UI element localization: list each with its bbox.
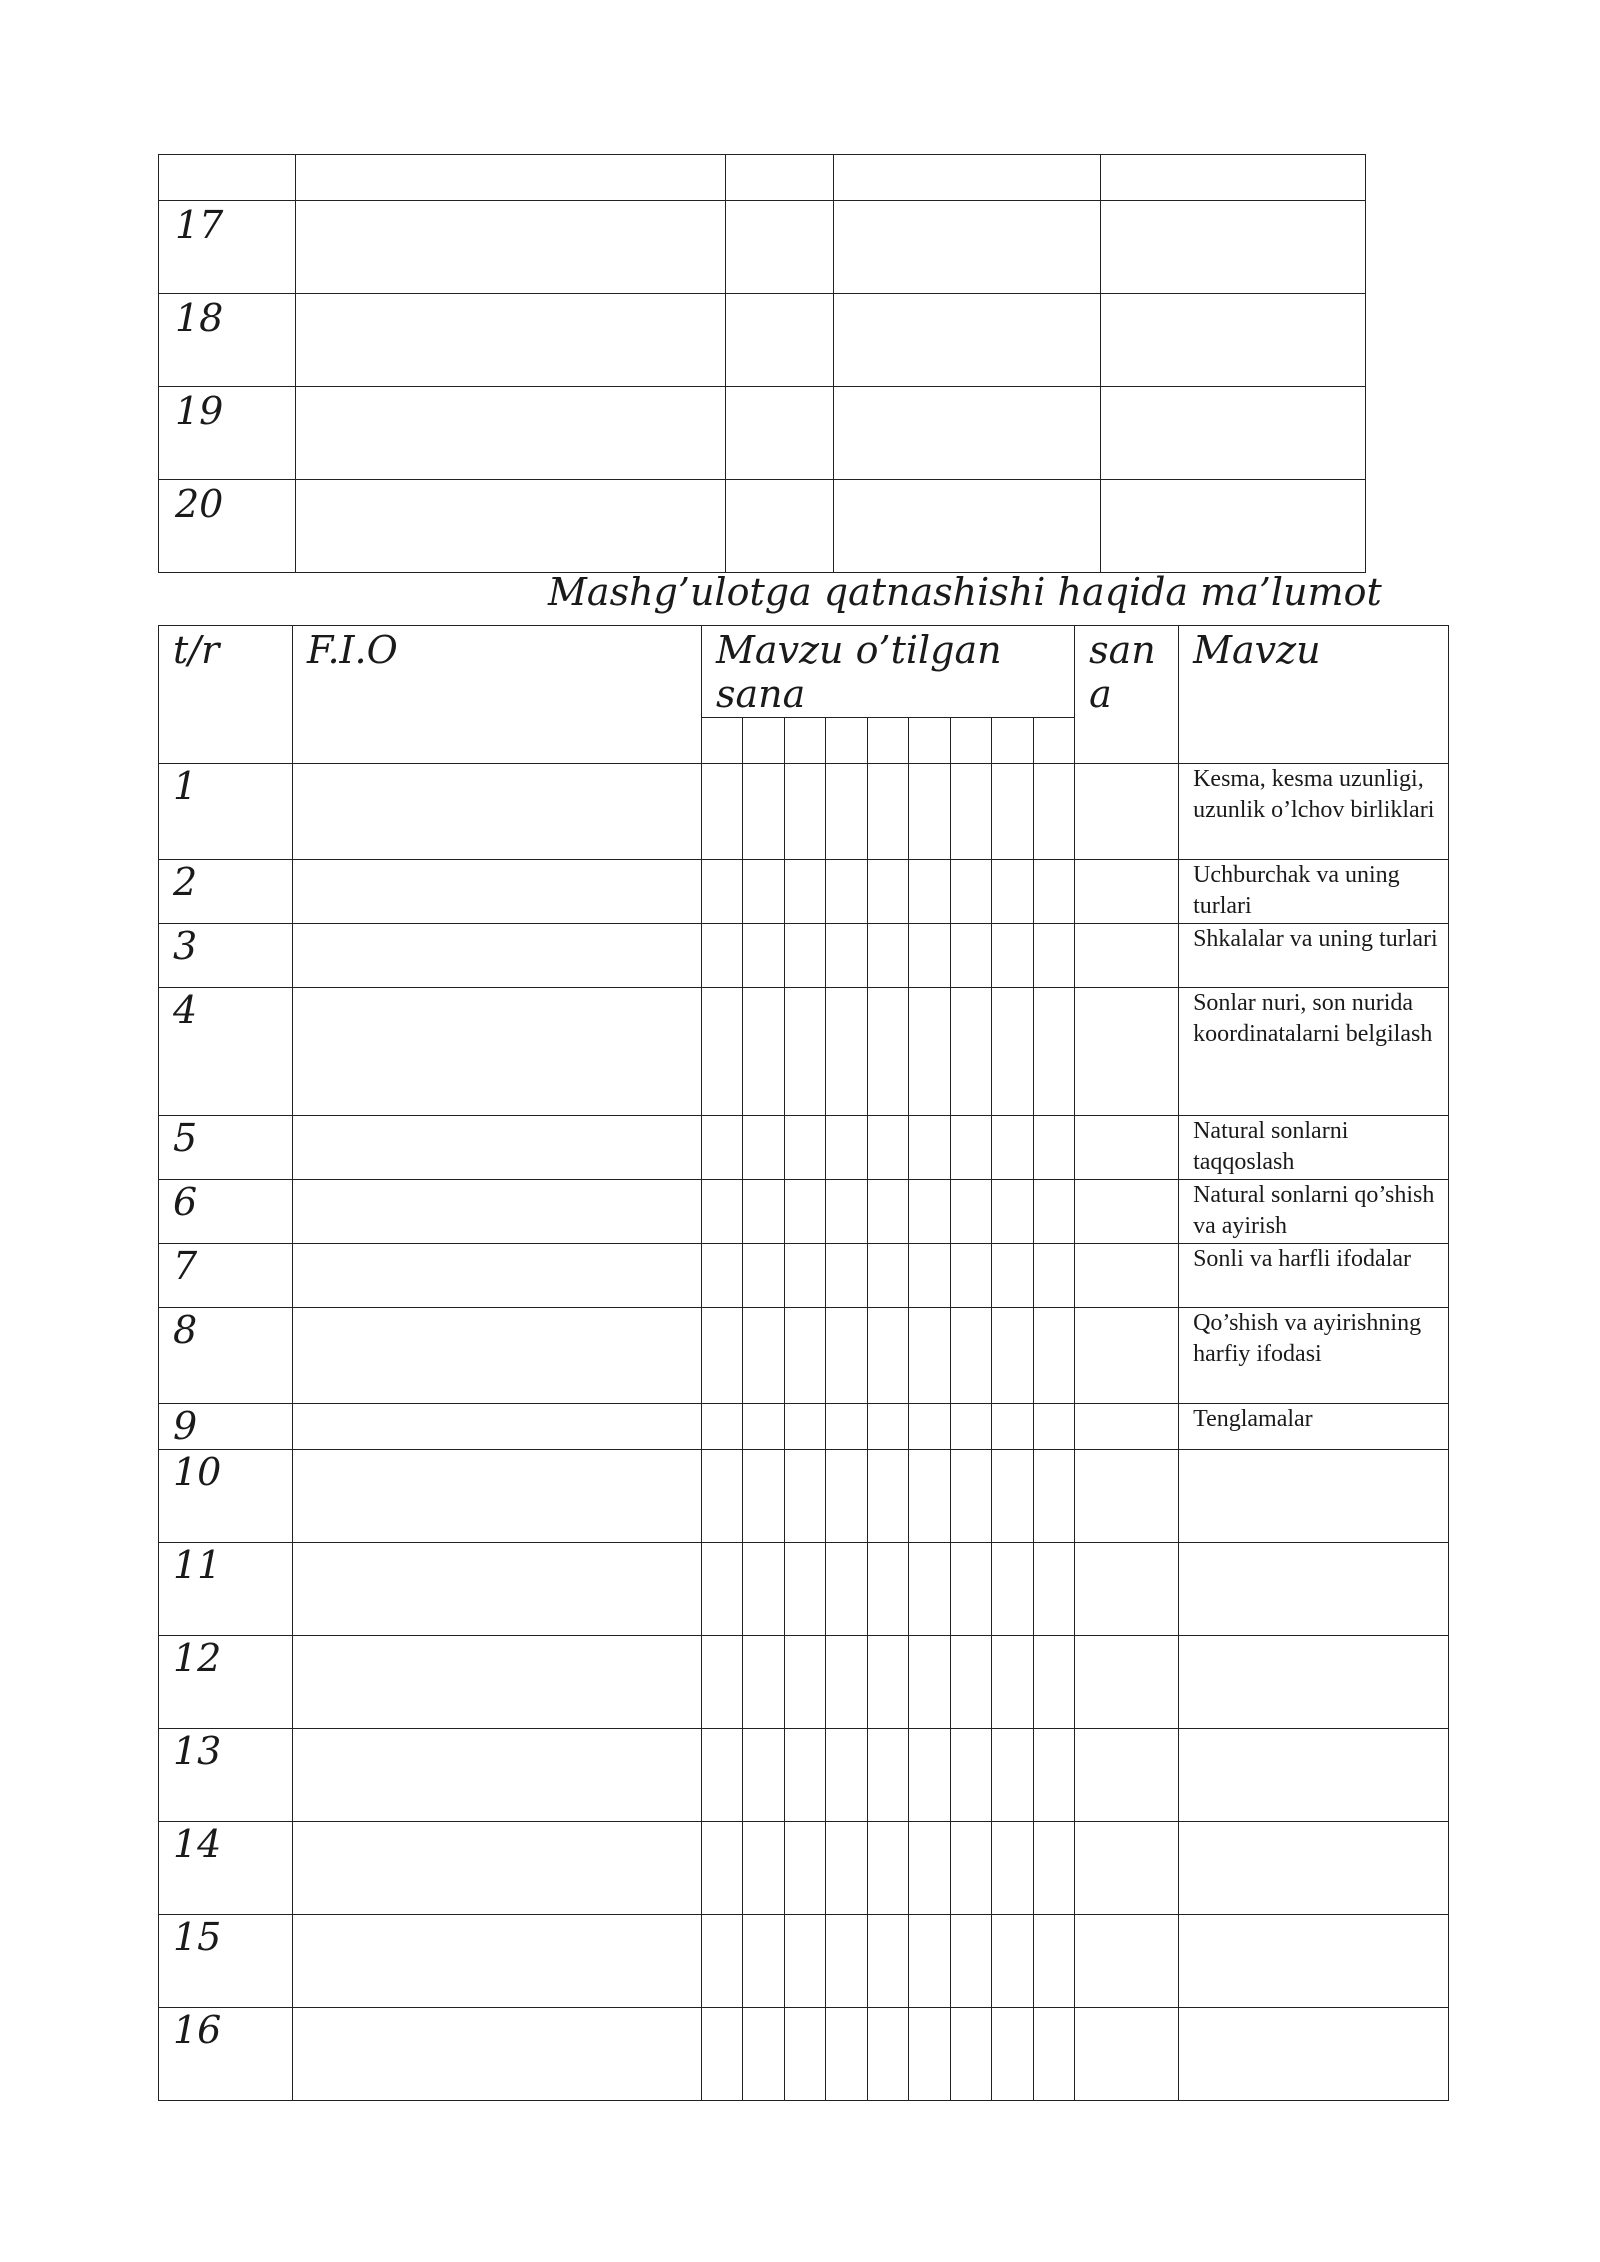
row-number: 3 [159,924,293,988]
attendance-row [159,1729,1449,1822]
date-cell [909,1180,951,1244]
date-cell [992,1636,1034,1729]
blank-cell [296,294,726,387]
date-cell [1034,1450,1075,1543]
attendance-row [159,1915,1449,2008]
blank-cell [1101,480,1366,573]
date-cell [868,1543,909,1636]
date-cell [909,764,951,860]
date-cell [702,1450,743,1543]
date-cell [743,1729,785,1822]
topic-cell [1179,1636,1449,1729]
blank-cell [1101,201,1366,294]
topic-cell: Natural sonlarni taqqoslash [1179,1116,1449,1180]
date-cell [743,1543,785,1636]
date-cell [868,1404,909,1450]
date-cell [992,1729,1034,1822]
date-cell [868,1180,909,1244]
date-cell [785,1450,826,1543]
date-cell [702,1915,743,2008]
top-table-row [159,201,1366,294]
attendance-row [159,924,1449,988]
date-cell [743,1180,785,1244]
date-cell [826,1915,868,2008]
attendance-row [159,1116,1449,1180]
date-subcell [743,718,785,764]
row-number: 18 [159,294,296,387]
row-number: 5 [159,1116,293,1180]
date-subcell [785,718,826,764]
date-cell [702,988,743,1116]
date-cell [1034,1543,1075,1636]
date-cell [785,1822,826,1915]
date-cell [909,1450,951,1543]
sana-cell [1075,1543,1179,1636]
date-cell [826,1636,868,1729]
date-cell [702,1244,743,1308]
attendance-row [159,1543,1449,1636]
topic-cell [1179,2008,1449,2101]
attendance-row [159,1450,1449,1543]
date-cell [951,1244,992,1308]
date-cell [868,1450,909,1543]
date-cell [909,1116,951,1180]
date-cell [992,2008,1034,2101]
date-cell [743,1450,785,1543]
date-subcell [992,718,1034,764]
date-cell [951,1450,992,1543]
date-cell [868,988,909,1116]
date-cell [826,860,868,924]
blank-cell [726,387,834,480]
top-table-blank-row [159,155,1366,201]
topic-cell: Sonli va harfli ifodalar [1179,1244,1449,1308]
date-cell [1034,1636,1075,1729]
row-number: 15 [159,1915,293,2008]
fio-cell [293,1636,702,1729]
date-cell [826,1244,868,1308]
fio-cell [293,2008,702,2101]
header-fio: F.I.O [293,626,702,764]
date-cell [785,1308,826,1404]
topic-cell: Sonlar nuri, son nurida koordinatalarni belgilash [1179,988,1449,1116]
top-table-body [159,155,1366,573]
fio-cell [293,1729,702,1822]
date-cell [1034,1244,1075,1308]
date-cell [702,860,743,924]
blank-cell [834,387,1101,480]
sana-cell [1075,860,1179,924]
fio-cell [293,1404,702,1450]
sana-cell [1075,1244,1179,1308]
blank-cell [296,480,726,573]
row-number: 6 [159,1180,293,1244]
date-cell [702,1116,743,1180]
attendance-row [159,1180,1449,1244]
fio-cell [293,1116,702,1180]
sana-cell [1075,1729,1179,1822]
date-cell [992,1180,1034,1244]
date-cell [785,860,826,924]
date-cell [951,1404,992,1450]
date-cell [826,988,868,1116]
date-cell [702,764,743,860]
date-cell [951,860,992,924]
date-cell [1034,1116,1075,1180]
date-cell [868,1729,909,1822]
date-cell [785,2008,826,2101]
date-cell [826,1180,868,1244]
header-mavzu-otilgan-line2: sana [716,672,806,716]
date-cell [992,764,1034,860]
date-cell [702,1822,743,1915]
date-cell [951,1543,992,1636]
fio-cell [293,1308,702,1404]
blank-cell [726,201,834,294]
row-number: 1 [159,764,293,860]
date-cell [785,924,826,988]
date-cell [743,860,785,924]
date-cell [951,1729,992,1822]
date-cell [868,2008,909,2101]
topic-cell [1179,1915,1449,2008]
date-cell [702,1543,743,1636]
row-number: 13 [159,1729,293,1822]
date-cell [992,1308,1034,1404]
sana-cell [1075,1450,1179,1543]
date-cell [702,1729,743,1822]
date-cell [826,764,868,860]
date-cell [951,924,992,988]
date-cell [909,1244,951,1308]
date-cell [992,1450,1034,1543]
attendance-row [159,1244,1449,1308]
header-sana-line2: a [1089,672,1112,716]
date-cell [785,1244,826,1308]
header-sana [1075,626,1179,764]
date-cell [992,860,1034,924]
top-table-row [159,294,1366,387]
header-mavzu: Mavzu [1179,626,1449,764]
sana-cell [1075,1636,1179,1729]
date-cell [743,1404,785,1450]
date-cell [868,1636,909,1729]
date-cell [992,988,1034,1116]
row-number: 20 [159,480,296,573]
blank-cell [834,294,1101,387]
date-cell [1034,1915,1075,2008]
date-cell [909,1636,951,1729]
attendance-row [159,2008,1449,2101]
top-table-row [159,387,1366,480]
topic-cell: Shkalalar va uning turlari [1179,924,1449,988]
row-number: 17 [159,201,296,294]
blank-cell [726,480,834,573]
row-number: 12 [159,1636,293,1729]
date-cell [1034,860,1075,924]
topic-cell: Tenglamalar [1179,1404,1449,1450]
topic-cell: Kesma, kesma uzunligi, uzunlik o’lchov birliklari [1179,764,1449,860]
date-cell [1034,764,1075,860]
date-cell [826,1116,868,1180]
attendance-row [159,1404,1449,1450]
date-cell [785,1116,826,1180]
date-cell [909,860,951,924]
fio-cell [293,860,702,924]
date-cell [951,1915,992,2008]
date-cell [785,1543,826,1636]
topic-cell [1179,1822,1449,1915]
date-cell [743,1636,785,1729]
topic-cell [1179,1729,1449,1822]
header-tr: t/r [159,626,293,764]
date-cell [743,2008,785,2101]
sana-cell [1075,1404,1179,1450]
date-cell [1034,1180,1075,1244]
date-cell [992,1915,1034,2008]
date-cell [951,1180,992,1244]
date-cell [826,1404,868,1450]
fio-cell [293,1915,702,2008]
date-cell [743,764,785,860]
row-number: 14 [159,1822,293,1915]
date-cell [1034,1308,1075,1404]
header-sana-line1: san [1089,628,1156,672]
date-cell [909,1308,951,1404]
date-cell [702,1180,743,1244]
date-cell [992,924,1034,988]
date-cell [868,1308,909,1404]
date-cell [785,1915,826,2008]
date-cell [868,1116,909,1180]
date-cell [1034,1822,1075,1915]
blank-cell [726,294,834,387]
blank-cell [1101,387,1366,480]
topic-cell: Natural sonlarni qo’shish va ayirish [1179,1180,1449,1244]
sana-cell [1075,1180,1179,1244]
topic-cell [1179,1543,1449,1636]
date-subcell [951,718,992,764]
attendance-row [159,764,1449,860]
date-cell [743,1915,785,2008]
date-cell [702,1404,743,1450]
fio-cell [293,1450,702,1543]
date-cell [992,1244,1034,1308]
sana-cell [1075,1308,1179,1404]
date-cell [1034,1729,1075,1822]
date-cell [826,1450,868,1543]
date-subcell [909,718,951,764]
attendance-row [159,1636,1449,1729]
date-cell [951,1116,992,1180]
fio-cell [293,924,702,988]
date-cell [702,2008,743,2101]
attendance-row [159,860,1449,924]
date-cell [743,1308,785,1404]
row-number: 7 [159,1244,293,1308]
date-subcell [868,718,909,764]
sana-cell [1075,764,1179,860]
header-mavzu-otilgan-sana [702,626,1075,718]
date-cell [785,764,826,860]
date-cell [785,1636,826,1729]
date-cell [951,988,992,1116]
date-cell [785,1180,826,1244]
date-subcell [826,718,868,764]
date-cell [743,1244,785,1308]
fio-cell [293,1180,702,1244]
date-cell [951,1822,992,1915]
blank-cell [834,201,1101,294]
date-cell [826,924,868,988]
top-table [158,154,1366,573]
date-cell [951,1308,992,1404]
date-cell [702,1636,743,1729]
date-cell [951,1636,992,1729]
row-number: 11 [159,1543,293,1636]
sana-cell [1075,2008,1179,2101]
fio-cell [293,988,702,1116]
top-table-row [159,480,1366,573]
date-cell [1034,2008,1075,2101]
sana-cell [1075,1116,1179,1180]
date-cell [909,1404,951,1450]
date-cell [868,764,909,860]
date-cell [868,1915,909,2008]
date-cell [826,1308,868,1404]
date-subcell [702,718,743,764]
blank-cell [296,201,726,294]
fio-cell [293,1822,702,1915]
date-cell [743,1116,785,1180]
date-cell [992,1116,1034,1180]
attendance-table [158,625,1449,2101]
attendance-table-body [159,626,1449,2101]
date-cell [1034,924,1075,988]
date-cell [743,988,785,1116]
row-number: 9 [159,1404,293,1450]
date-cell [909,1822,951,1915]
row-number: 4 [159,988,293,1116]
date-cell [1034,1404,1075,1450]
fio-cell [293,764,702,860]
date-cell [826,2008,868,2101]
date-cell [951,2008,992,2101]
date-cell [702,924,743,988]
sana-cell [1075,1822,1179,1915]
header-mavzu-otilgan-line1: Mavzu o’tilgan [716,628,1002,672]
date-cell [909,924,951,988]
header-row [159,626,1449,718]
date-cell [785,988,826,1116]
date-cell [868,1822,909,1915]
blank-cell [834,480,1101,573]
date-cell [826,1822,868,1915]
date-cell [909,1915,951,2008]
date-cell [743,924,785,988]
date-cell [909,2008,951,2101]
row-number: 10 [159,1450,293,1543]
topic-cell: Qo’shish va ayirishning harfiy ifodasi [1179,1308,1449,1404]
date-cell [909,1543,951,1636]
fio-cell [293,1543,702,1636]
row-number: 19 [159,387,296,480]
row-number: 16 [159,2008,293,2101]
date-cell [992,1822,1034,1915]
date-subcell [1034,718,1075,764]
date-cell [868,924,909,988]
sana-cell [1075,924,1179,988]
date-cell [785,1729,826,1822]
attendance-row [159,1308,1449,1404]
attendance-row [159,988,1449,1116]
blank-cell [296,387,726,480]
topic-cell: Uchburchak va uning turlari [1179,860,1449,924]
blank-cell [1101,294,1366,387]
date-cell [743,1822,785,1915]
row-number: 8 [159,1308,293,1404]
date-cell [702,1308,743,1404]
date-cell [1034,988,1075,1116]
attendance-title: Mashg’ulotga qatnashishi haqida ma’lumot [548,570,1382,614]
date-cell [951,764,992,860]
date-cell [868,860,909,924]
date-cell [992,1404,1034,1450]
sana-cell [1075,988,1179,1116]
date-cell [909,988,951,1116]
sana-cell [1075,1915,1179,2008]
date-cell [992,1543,1034,1636]
date-cell [785,1404,826,1450]
date-cell [826,1729,868,1822]
fio-cell [293,1244,702,1308]
date-cell [909,1729,951,1822]
topic-cell [1179,1450,1449,1543]
date-cell [868,1244,909,1308]
attendance-row [159,1822,1449,1915]
date-cell [826,1543,868,1636]
row-number: 2 [159,860,293,924]
